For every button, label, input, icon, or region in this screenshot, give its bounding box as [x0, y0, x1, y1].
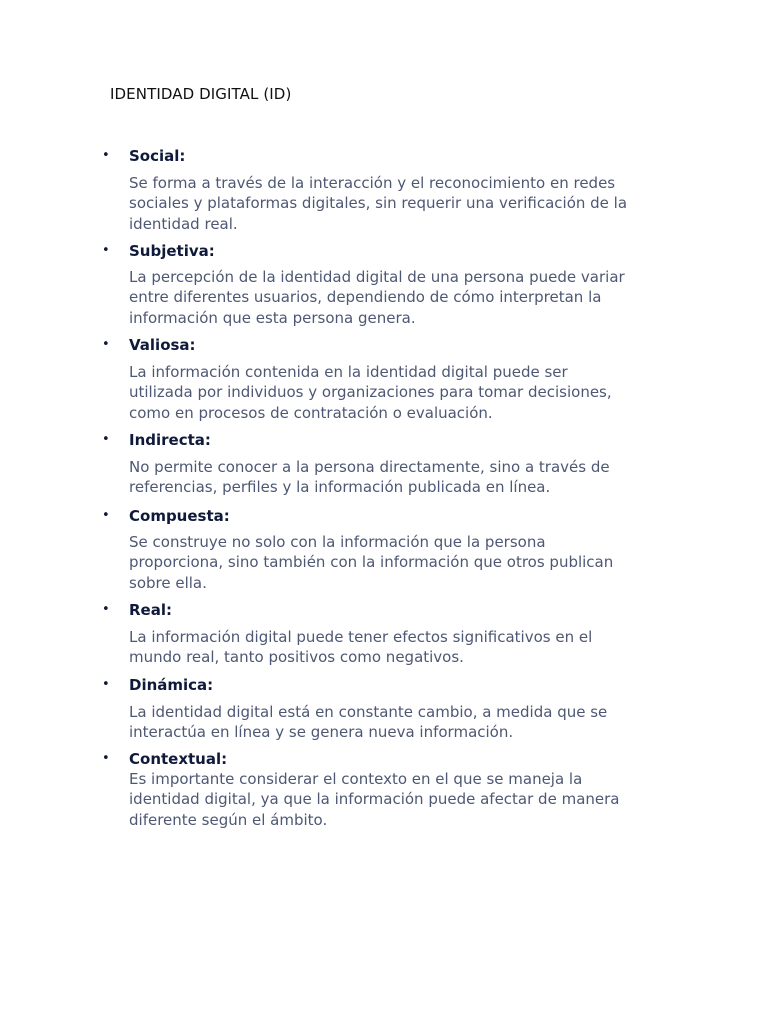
item-term: Compuesta: — [129, 507, 230, 525]
item-description: La identidad digital está en constante cambio, a medida que se interactúa en línea y se genera nueva información. — [129, 703, 608, 742]
item-description: La percepción de la identidad digital de una persona puede variar entre diferentes usuarios, dependiendo de cómo interpretan la información que esta persona genera. — [129, 268, 625, 327]
bullet-marker: • — [102, 751, 110, 766]
item-description: La información contenida en la identidad digital puede ser utilizada por individuos y organizaciones para tomar decisiones, como en procesos de contratación o evaluación. — [129, 363, 612, 422]
item-description: No permite conocer a la persona directamente, sino a través de referencias, perfiles y la información publicada en línea. — [129, 458, 610, 497]
item-description: La información digital puede tener efectos significativos en el mundo real, tanto positivos como negativos. — [129, 628, 593, 667]
bullet-marker: • — [102, 508, 110, 523]
item-term: Indirecta: — [129, 431, 211, 449]
bullet-marker: • — [102, 243, 110, 258]
item-term: Contextual: — [129, 750, 228, 768]
bullet-marker: • — [102, 677, 110, 692]
document-title: IDENTIDAD DIGITAL (ID) — [110, 85, 292, 103]
bullet-marker: • — [102, 337, 110, 352]
bullet-marker: • — [102, 432, 110, 447]
item-term: Valiosa: — [129, 336, 196, 354]
bullet-marker: • — [102, 602, 110, 617]
bullet-marker: • — [102, 148, 110, 163]
item-description: Es importante considerar el contexto en el que se maneja la identidad digital, ya que la información puede afectar de manera diferente según el ámbito. — [129, 770, 620, 829]
item-description: Se forma a través de la interacción y el reconocimiento en redes sociales y plataformas digitales, sin requerir una verificación de la identidad real. — [129, 174, 628, 233]
item-description: Se construye no solo con la información que la persona proporciona, sino también con la información que otros publican sobre ella. — [129, 533, 614, 592]
item-term: Social: — [129, 147, 186, 165]
item-term: Dinámica: — [129, 676, 214, 694]
item-term: Subjetiva: — [129, 242, 215, 260]
item-term: Real: — [129, 601, 172, 619]
